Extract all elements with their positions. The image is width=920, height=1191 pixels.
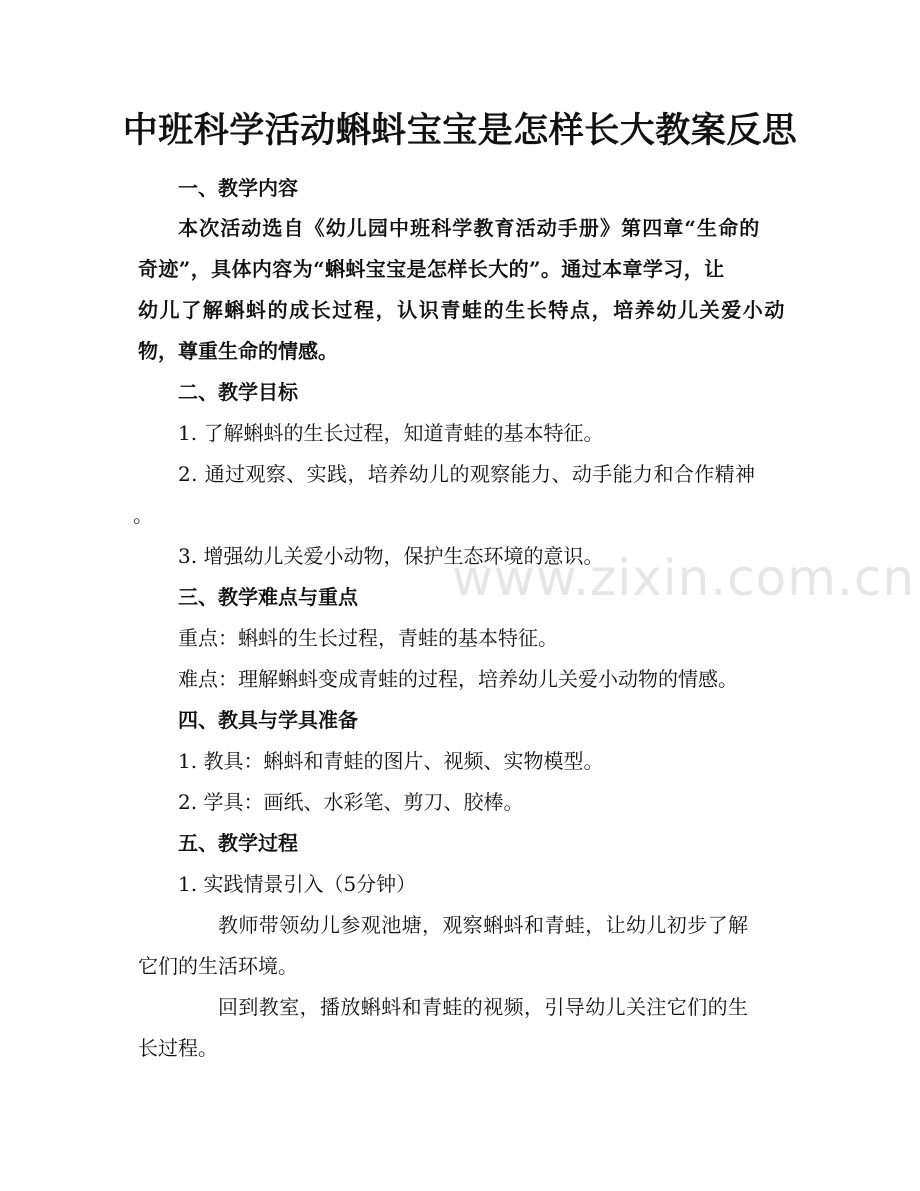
list-item: 1. 教具：蝌蚪和青蛙的图片、视频、实物模型。 — [178, 749, 604, 773]
list-item: 3. 增强幼儿关爱小动物，保护生态环境的意识。 — [178, 544, 604, 568]
paragraph-line: 重点：蝌蚪的生长过程，青蛙的基本特征。 — [178, 626, 558, 650]
list-item: 1. 实践情景引入（5分钟） — [178, 872, 417, 896]
list-item-continuation: 。 — [133, 503, 153, 527]
watermark: www.zixin.com.cn — [452, 549, 916, 607]
list-item: 2. 学具：画纸、水彩笔、剪刀、胶棒。 — [178, 790, 524, 814]
paragraph-line: 回到教室，播放蝌蚪和青蛙的视频，引导幼儿关注它们的生 — [218, 995, 749, 1019]
paragraph-line: 物，尊重生命的情感。 — [138, 339, 338, 363]
paragraph-line: 奇迹”，具体内容为“蝌蚪宝宝是怎样长大的”。通过本章学习，让 — [138, 257, 725, 281]
section-heading-difficulty: 三、教学难点与重点 — [178, 585, 358, 609]
paragraph-line: 本次活动选自《幼儿园中班科学教育活动手册》第四章“生命的 — [178, 216, 761, 240]
list-item: 1. 了解蝌蚪的生长过程，知道青蛙的基本特征。 — [178, 421, 604, 445]
section-heading-goals: 二、教学目标 — [178, 380, 298, 404]
section-heading-materials: 四、教具与学具准备 — [178, 708, 358, 732]
list-item: 2. 通过观察、实践，培养幼儿的观察能力、动手能力和合作精神 — [178, 462, 756, 486]
paragraph-line: 长过程。 — [138, 1036, 218, 1060]
paragraph-line: 幼儿了解蝌蚪的成长过程，认识青蛙的生长特点，培养幼儿关爱小动 — [138, 298, 786, 322]
section-heading-content: 一、教学内容 — [178, 176, 298, 200]
section-heading-process: 五、教学过程 — [178, 831, 298, 855]
paragraph-line: 教师带领幼儿参观池塘，观察蝌蚪和青蛙，让幼儿初步了解 — [218, 913, 749, 937]
paragraph-line: 它们的生活环境。 — [138, 954, 298, 978]
paragraph-line: 难点：理解蝌蚪变成青蛙的过程，培养幼儿关爱小动物的情感。 — [178, 667, 738, 691]
document-title: 中班科学活动蝌蚪宝宝是怎样长大教案反思 — [122, 110, 798, 151]
